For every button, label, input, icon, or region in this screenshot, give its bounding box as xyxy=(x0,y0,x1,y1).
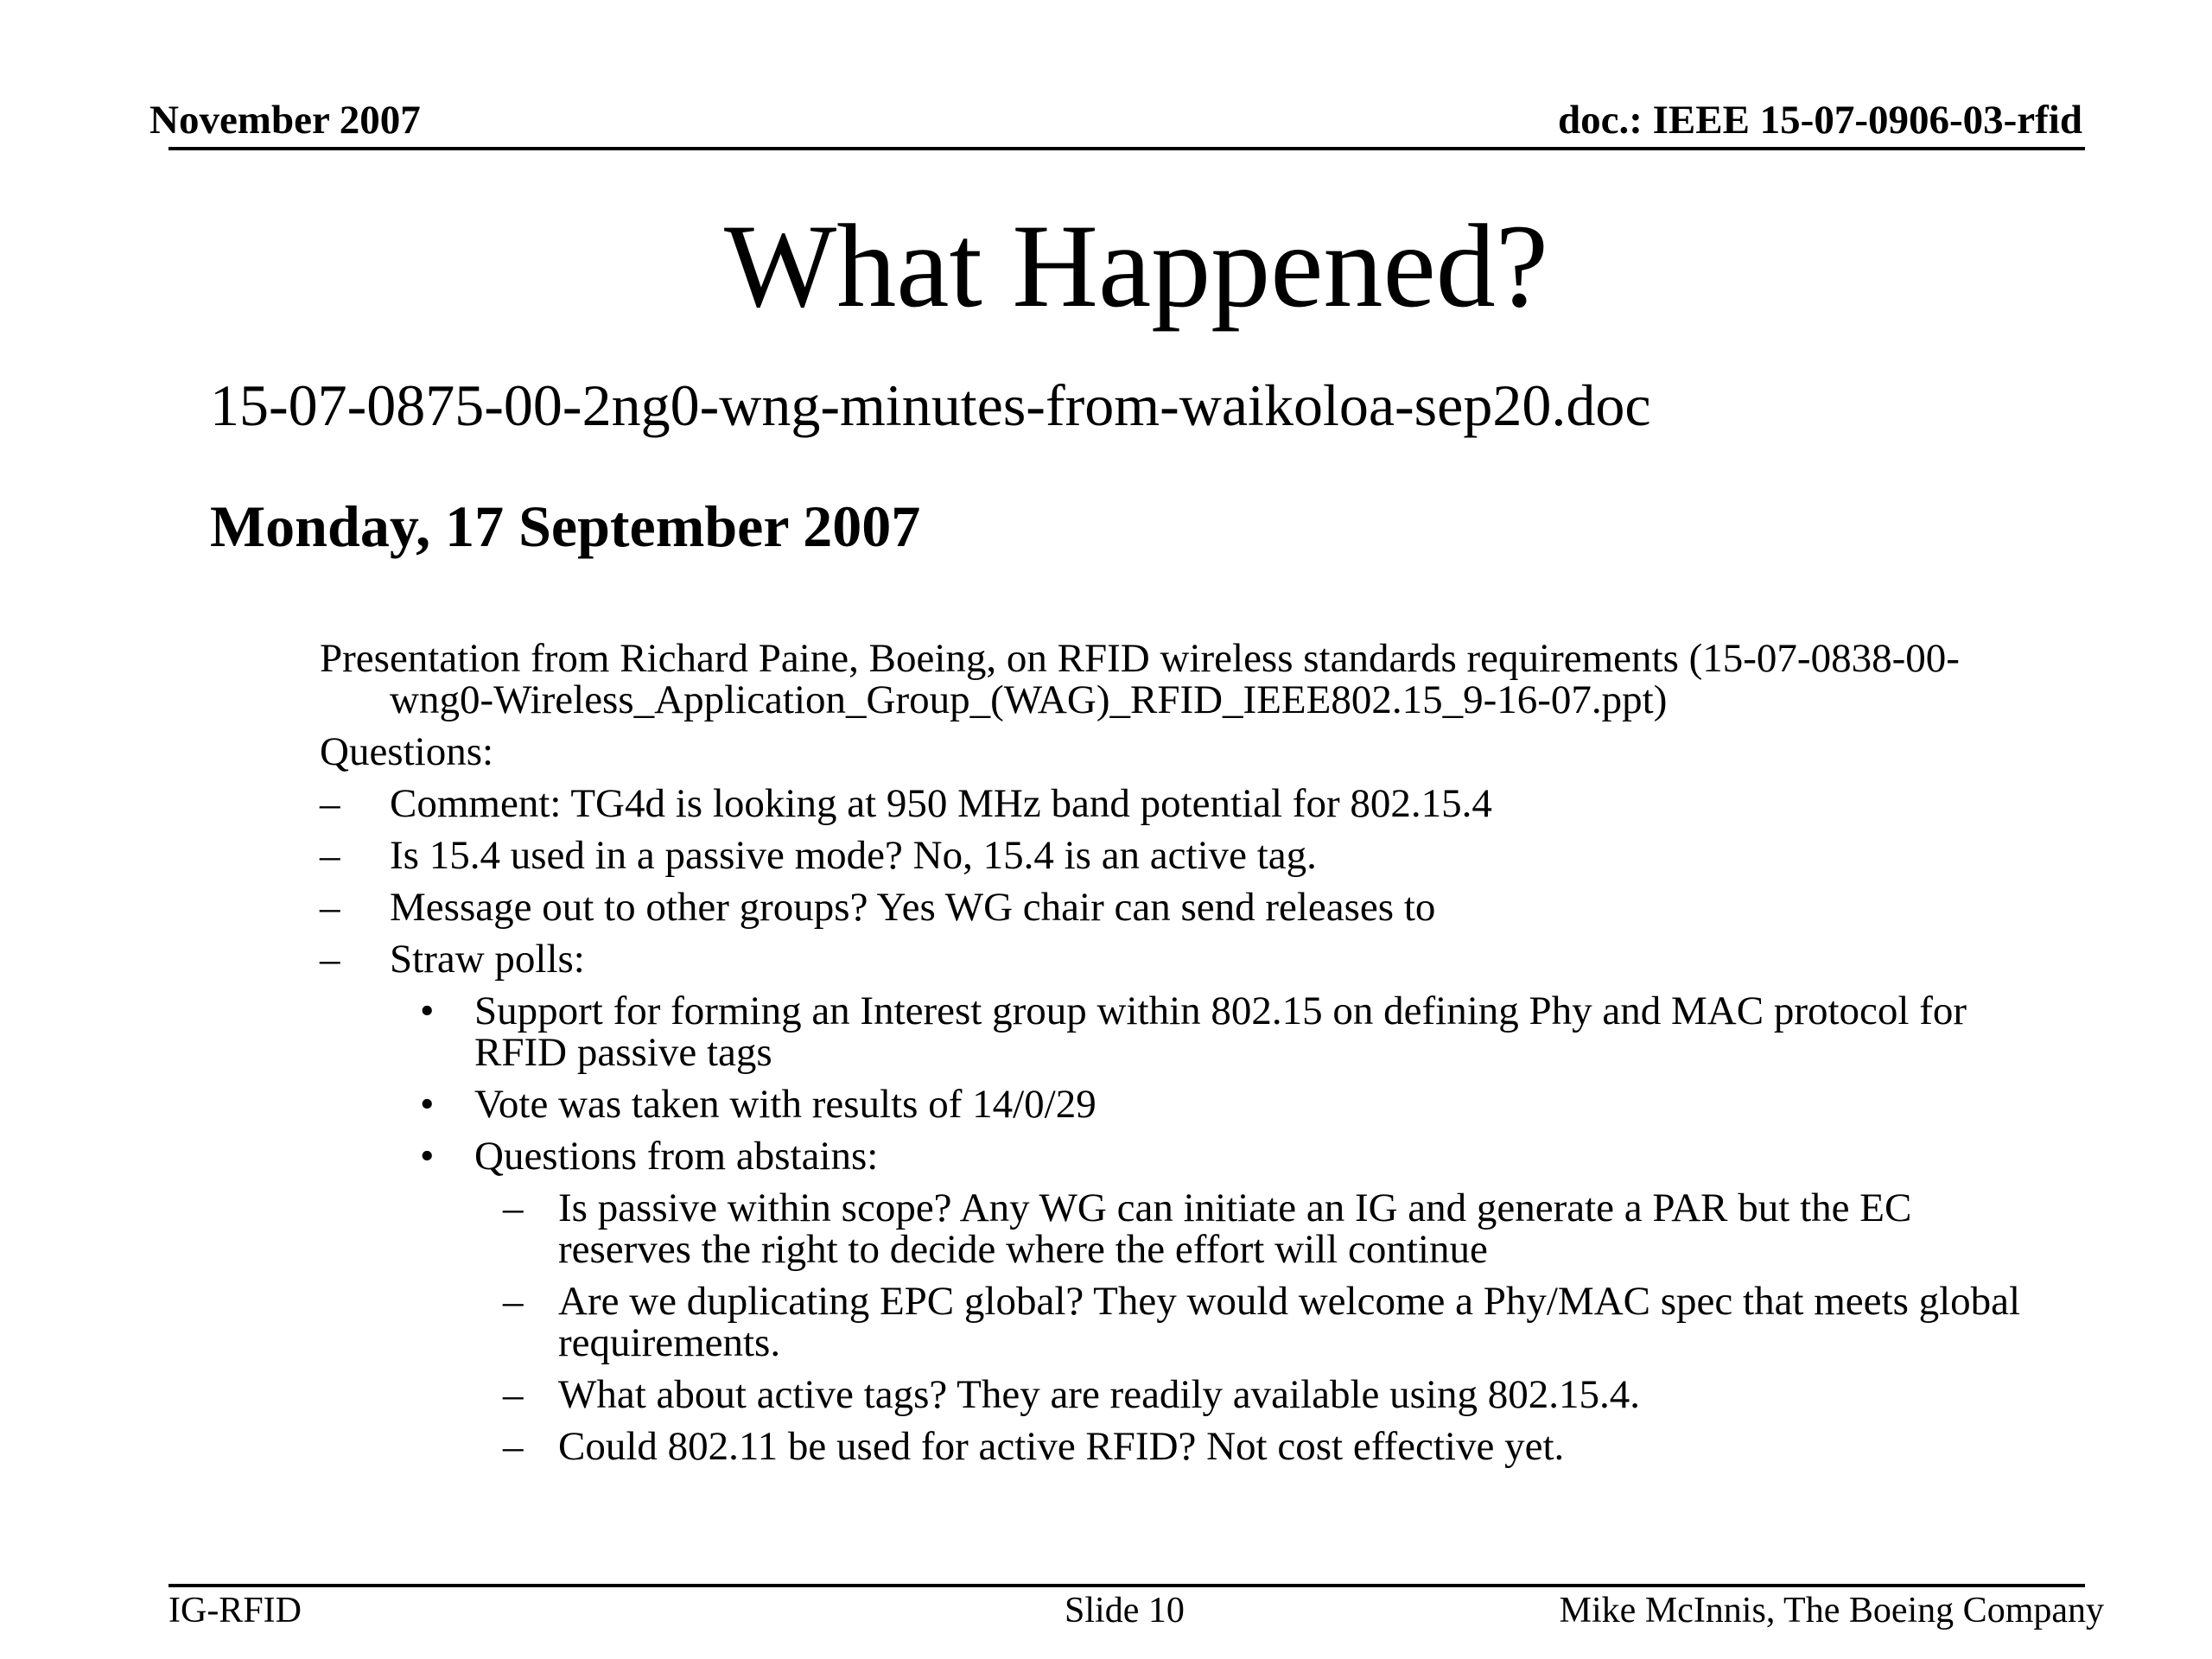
list-item xyxy=(320,1084,2048,1125)
dash-marker: – xyxy=(320,885,340,930)
list-item-text: Could 802.11 be used for active RFID? Not cost effective yet. xyxy=(558,1424,1565,1469)
list-item-text: Straw polls: xyxy=(390,937,585,982)
dash-marker: – xyxy=(503,1279,524,1324)
slide-number: Slide 10 xyxy=(1065,1591,1185,1630)
date-heading: Monday, 17 September 2007 xyxy=(210,493,921,559)
dash-marker: – xyxy=(503,1372,524,1417)
list-item-text: What about active tags? They are readily available using 802.15.4. xyxy=(558,1372,1641,1417)
slide-subtitle: 15-07-0875-00-2ng0-wng-minutes-from-waikoloa-sep20.doc xyxy=(210,372,1651,438)
list-item-text: Are we duplicating EPC global? They would welcome a Phy/MAC spec that meets global requirements. xyxy=(558,1279,2021,1365)
slide-body xyxy=(320,638,2048,1467)
list-item xyxy=(320,1281,2048,1363)
bullet-marker: • xyxy=(420,1134,435,1179)
list-item xyxy=(320,1187,2048,1270)
list-item xyxy=(320,835,2048,876)
list-item-text: Is 15.4 used in a passive mode? No, 15.4 is an active tag. xyxy=(390,833,1317,878)
header-rule xyxy=(168,147,2085,150)
list-item xyxy=(320,783,2048,824)
bullet-marker: • xyxy=(420,988,435,1033)
dash-marker: – xyxy=(320,781,340,826)
list-item-text: Questions from abstains: xyxy=(474,1134,879,1179)
slide-title: What Happened? xyxy=(723,200,1548,332)
list-item-text: Is passive within scope? Any WG can initiate an IG and generate a PAR but the EC reserves the right to decide where the effort will continue xyxy=(558,1185,1912,1272)
header-doc-id: doc.: IEEE 15-07-0906-03-rfid xyxy=(1557,98,2082,143)
list-item-text: Vote was taken with results of 14/0/29 xyxy=(474,1082,1096,1127)
dash-marker: – xyxy=(320,937,340,982)
list-item xyxy=(320,990,2048,1073)
list-item-text: Support for forming an Interest group within 802.15 on defining Phy and MAC protocol for RFID passive tags xyxy=(474,988,1967,1075)
list-item xyxy=(320,1426,2048,1467)
list-item xyxy=(320,938,2048,980)
footer-author: Mike McInnis, The Boeing Company xyxy=(1559,1591,2104,1630)
list-item xyxy=(320,1135,2048,1177)
footer-rule xyxy=(168,1584,2085,1587)
list-item-text: Message out to other groups? Yes WG chair can send releases to xyxy=(390,885,1436,930)
questions-label: Questions: xyxy=(320,729,494,774)
header-date: November 2007 xyxy=(149,98,421,143)
dash-marker: – xyxy=(503,1185,524,1230)
dash-marker: – xyxy=(320,833,340,878)
list-item xyxy=(320,1374,2048,1415)
dash-marker: – xyxy=(503,1424,524,1469)
list-item xyxy=(320,887,2048,928)
list-item-text: Comment: TG4d is looking at 950 MHz band potential for 802.15.4 xyxy=(390,781,1492,826)
intro-paragraph: Presentation from Richard Paine, Boeing, on RFID wireless standards requirements (15-07-0838-00-wng0-Wireless_Application_Group_(WAG)_RFID_IEEE802.15_9-16-07.ppt) xyxy=(320,636,1960,722)
footer-left: IG-RFID xyxy=(168,1591,302,1630)
bullet-marker: • xyxy=(420,1082,435,1127)
